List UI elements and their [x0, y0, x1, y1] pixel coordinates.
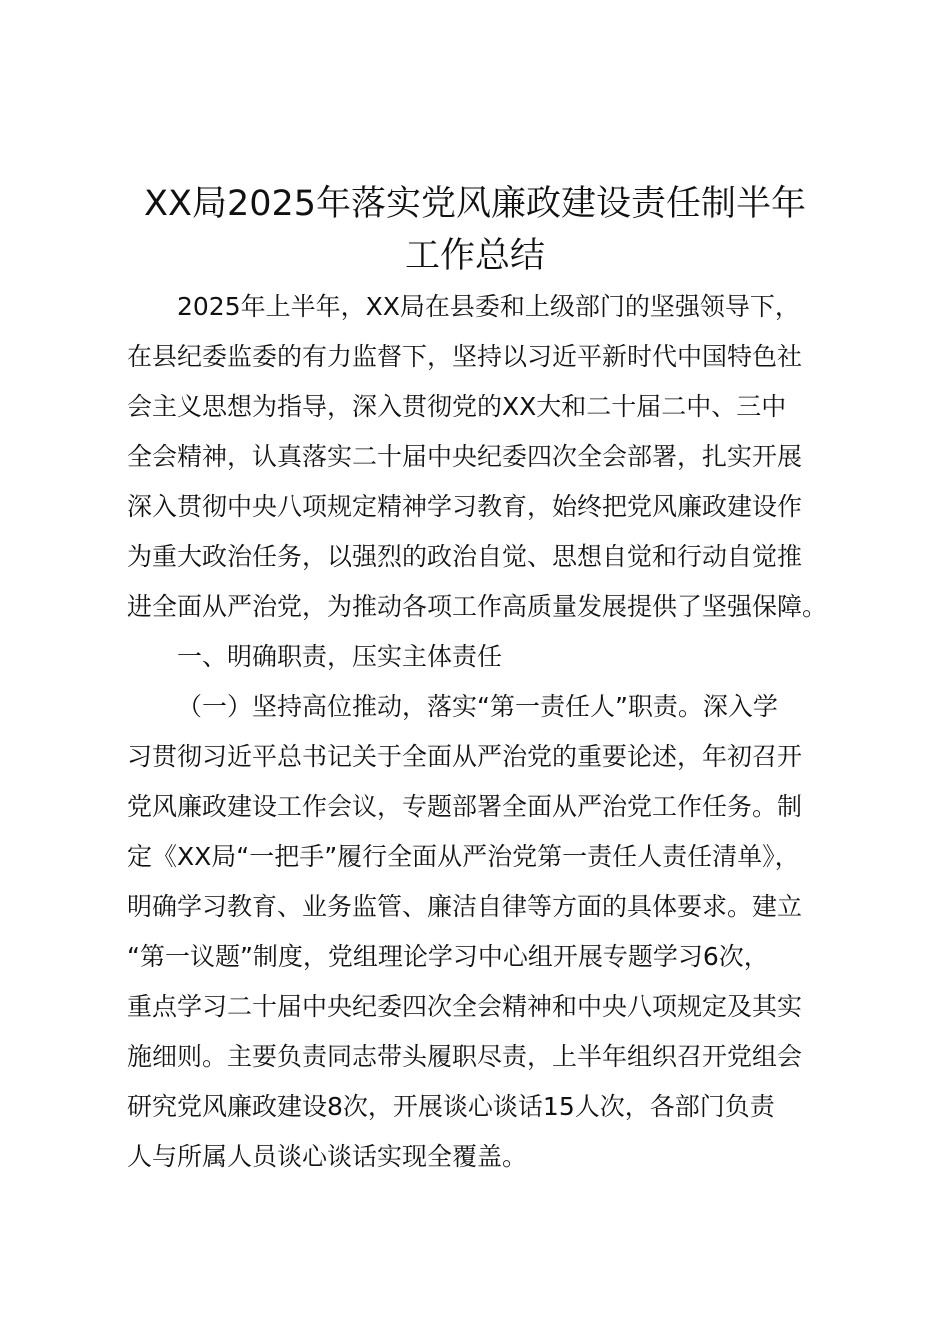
paragraph-line: 人与所属人员谈心谈话实现全覆盖。: [127, 1142, 528, 1171]
paragraph-line: 全会精神，认真落实二十届中央纪委四次全会部署，扎实开展: [127, 442, 803, 471]
paragraph-line: 党风廉政建设工作会议，专题部署全面从严治党工作任务。制: [127, 792, 803, 821]
paragraph-line: 深入贯彻中央八项规定精神学习教育，始终把党风廉政建设作: [127, 492, 803, 521]
section-1-heading: 一、明确职责，压实主体责任: [177, 642, 503, 671]
paragraph-line: 会主义思想为指导，深入贯彻党的XX大和二十届二中、三中: [127, 392, 787, 421]
document-title-line-2: 工作总结: [404, 236, 545, 276]
paragraph-line: 定《XX局“一把手”履行全面从严治党第一责任人责任清单》，: [127, 842, 800, 871]
section-heading: [127, 632, 837, 682]
paragraph-line: 习贯彻习近平总书记关于全面从严治党的重要论述，年初召开: [127, 742, 803, 771]
section-1-1-paragraph: [127, 682, 837, 1182]
paragraph-line: （一）坚持高位推动，落实“第一责任人”职责。深入学: [177, 692, 778, 721]
paragraph-line: 2025年上半年，XX局在县委和上级部门的坚强领导下，: [177, 292, 800, 321]
paragraph-line: 研究党风廉政建设8次，开展谈心谈话15人次，各部门负责: [127, 1092, 775, 1121]
paragraph-line: 施细则。主要负责同志带头履职尽责，上半年组织召开党组会: [127, 1042, 803, 1071]
document-body: [127, 282, 837, 1182]
paragraph-line: 进全面从严治党，为推动各项工作高质量发展提供了坚强保障。: [127, 592, 828, 621]
paragraph-line: 明确学习教育、业务监管、廉洁自律等方面的具体要求。建立: [127, 892, 803, 921]
paragraph-line: 重点学习二十届中央纪委四次全会精神和中央八项规定及其实: [127, 992, 803, 1021]
paragraph-line: 在县纪委监委的有力监督下，坚持以习近平新时代中国特色社: [127, 342, 803, 371]
intro-paragraph: [127, 282, 837, 632]
document-title-line-1: XX局2025年落实党风廉政建设责任制半年: [143, 184, 807, 224]
paragraph-line: 为重大政治任务，以强烈的政治自觉、思想自觉和行动自觉推: [127, 542, 803, 571]
paragraph-line: “第一议题”制度，党组理论学习中心组开展专题学习6次，: [127, 942, 769, 971]
